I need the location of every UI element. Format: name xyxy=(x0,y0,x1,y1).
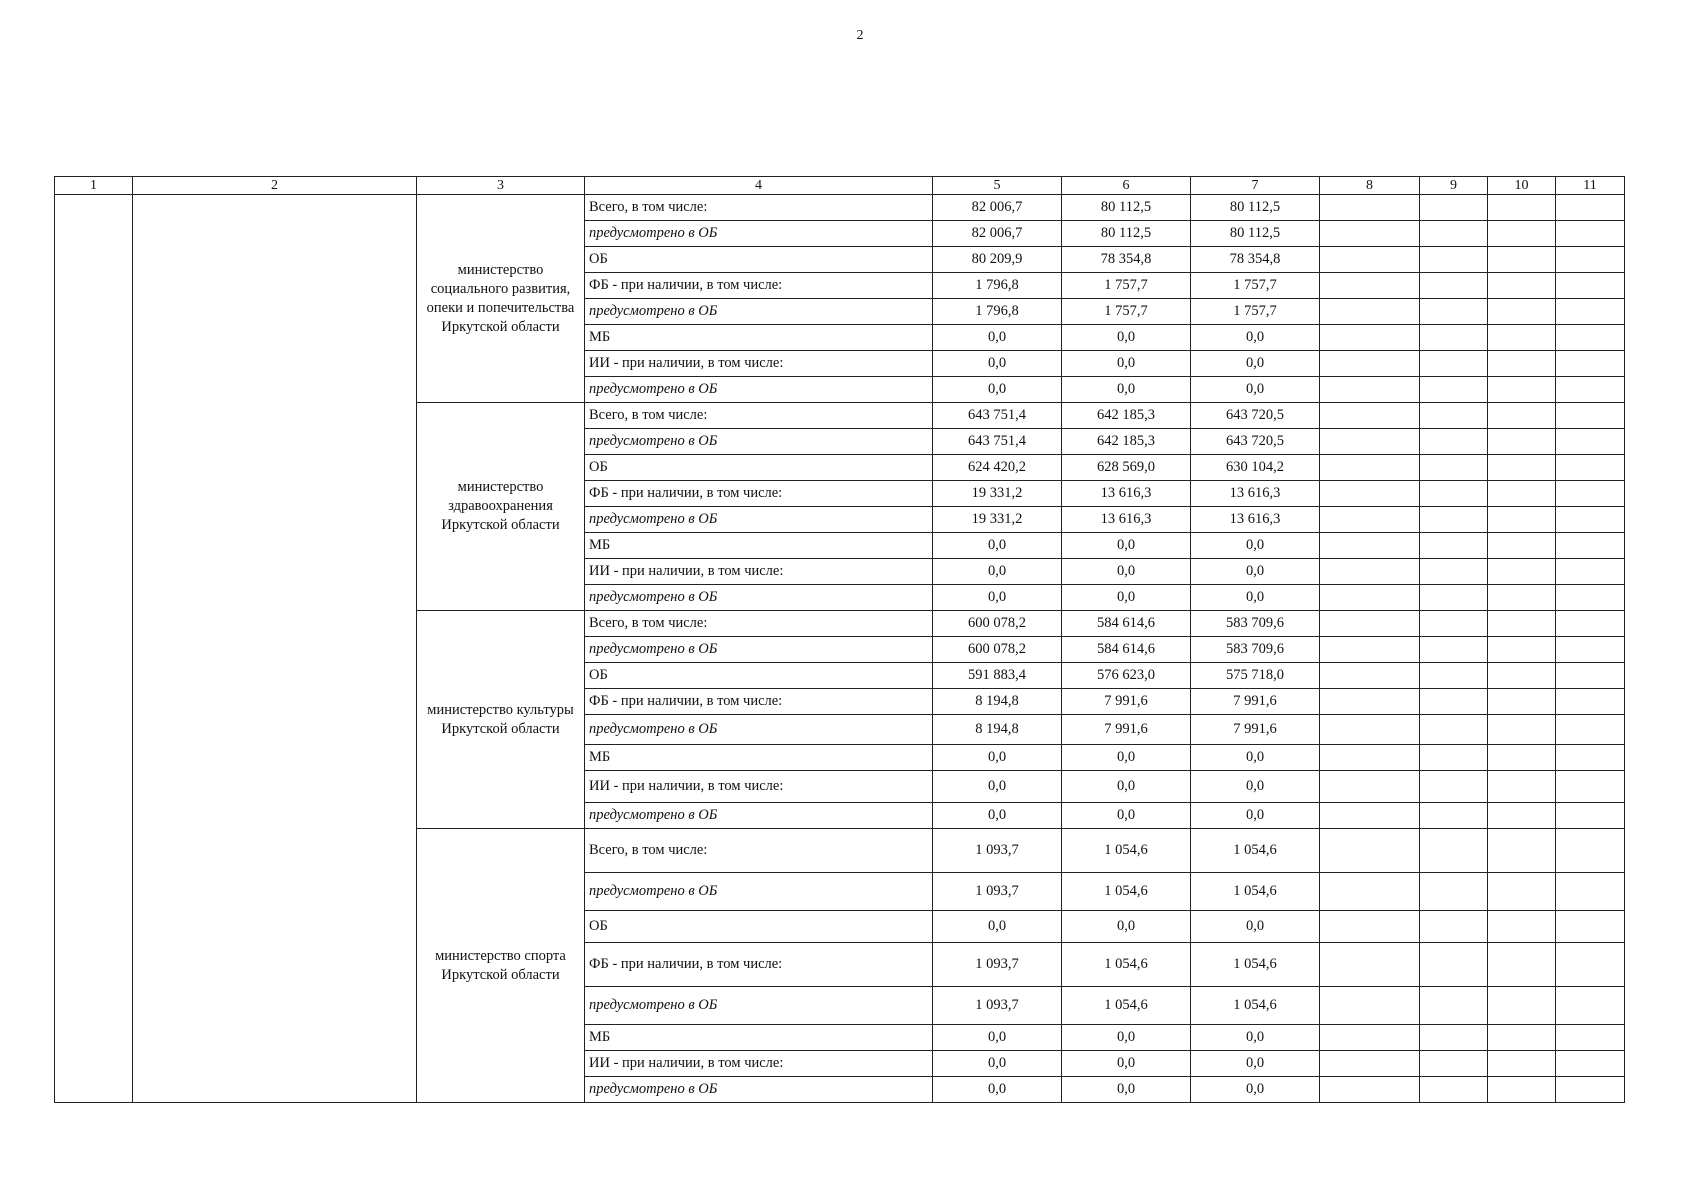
empty-cell-col-9 xyxy=(1420,351,1488,377)
empty-cell-col-11 xyxy=(1556,715,1625,745)
empty-cell-col-11 xyxy=(1556,351,1625,377)
funding-source-label: ФБ - при наличии, в том числе: xyxy=(585,273,933,299)
empty-cell-col-8 xyxy=(1320,507,1420,533)
funding-source-label: предусмотрено в ОБ xyxy=(585,803,933,829)
value-col-7: 0,0 xyxy=(1191,771,1320,803)
empty-cell-col-10 xyxy=(1488,873,1556,911)
col-header-4: 4 xyxy=(585,177,933,195)
funding-source-label: предусмотрено в ОБ xyxy=(585,507,933,533)
empty-cell-col-10 xyxy=(1488,429,1556,455)
empty-cell-col-9 xyxy=(1420,715,1488,745)
funding-source-label: МБ xyxy=(585,1025,933,1051)
empty-cell-col-8 xyxy=(1320,377,1420,403)
value-col-6: 13 616,3 xyxy=(1062,481,1191,507)
empty-cell-col-11 xyxy=(1556,745,1625,771)
empty-cell-col-10 xyxy=(1488,987,1556,1025)
empty-cell-col-8 xyxy=(1320,533,1420,559)
funding-source-label: предусмотрено в ОБ xyxy=(585,873,933,911)
value-col-6: 0,0 xyxy=(1062,1025,1191,1051)
organization-name: министерство культуры Иркутской области xyxy=(417,611,585,829)
empty-cell-col-11 xyxy=(1556,429,1625,455)
value-col-6: 0,0 xyxy=(1062,1051,1191,1077)
empty-cell-col-11 xyxy=(1556,481,1625,507)
funding-source-label: Всего, в том числе: xyxy=(585,403,933,429)
empty-cell-col-11 xyxy=(1556,585,1625,611)
empty-cell-col-11 xyxy=(1556,911,1625,943)
empty-cell-col-10 xyxy=(1488,559,1556,585)
empty-cell-col-10 xyxy=(1488,637,1556,663)
value-col-6: 0,0 xyxy=(1062,803,1191,829)
value-col-5: 0,0 xyxy=(933,533,1062,559)
value-col-6: 0,0 xyxy=(1062,325,1191,351)
value-col-5: 600 078,2 xyxy=(933,637,1062,663)
funding-source-label: предусмотрено в ОБ xyxy=(585,585,933,611)
empty-cell-col-8 xyxy=(1320,1025,1420,1051)
value-col-6: 1 054,6 xyxy=(1062,829,1191,873)
value-col-7: 0,0 xyxy=(1191,351,1320,377)
value-col-5: 0,0 xyxy=(933,377,1062,403)
funding-source-label: предусмотрено в ОБ xyxy=(585,715,933,745)
empty-cell-col-8 xyxy=(1320,829,1420,873)
empty-cell-col-9 xyxy=(1420,873,1488,911)
value-col-7: 0,0 xyxy=(1191,745,1320,771)
empty-cell-col-11 xyxy=(1556,377,1625,403)
value-col-5: 1 093,7 xyxy=(933,943,1062,987)
empty-cell-col-8 xyxy=(1320,745,1420,771)
value-col-5: 80 209,9 xyxy=(933,247,1062,273)
value-col-5: 624 420,2 xyxy=(933,455,1062,481)
value-col-7: 1 757,7 xyxy=(1191,273,1320,299)
empty-cell-col-8 xyxy=(1320,429,1420,455)
value-col-6: 0,0 xyxy=(1062,911,1191,943)
empty-cell-col-9 xyxy=(1420,585,1488,611)
empty-cell-col-11 xyxy=(1556,1025,1625,1051)
value-col-5: 1 093,7 xyxy=(933,873,1062,911)
empty-cell-col-9 xyxy=(1420,829,1488,873)
empty-cell-col-9 xyxy=(1420,559,1488,585)
value-col-7: 78 354,8 xyxy=(1191,247,1320,273)
empty-cell-col-11 xyxy=(1556,403,1625,429)
value-col-5: 0,0 xyxy=(933,771,1062,803)
empty-cell-col-11 xyxy=(1556,943,1625,987)
value-col-6: 628 569,0 xyxy=(1062,455,1191,481)
empty-cell-col-8 xyxy=(1320,221,1420,247)
empty-cell-col-8 xyxy=(1320,911,1420,943)
empty-cell-col-11 xyxy=(1556,533,1625,559)
empty-cell-col-10 xyxy=(1488,221,1556,247)
funding-source-label: ФБ - при наличии, в том числе: xyxy=(585,689,933,715)
value-col-5: 1 796,8 xyxy=(933,273,1062,299)
value-col-7: 0,0 xyxy=(1191,803,1320,829)
column-header-row xyxy=(55,177,1625,195)
empty-cell-col-10 xyxy=(1488,745,1556,771)
value-col-7: 643 720,5 xyxy=(1191,403,1320,429)
col-header-8: 8 xyxy=(1320,177,1420,195)
empty-cell-col-10 xyxy=(1488,663,1556,689)
table-body xyxy=(55,195,1625,1103)
empty-cell-col-10 xyxy=(1488,1051,1556,1077)
value-col-6: 13 616,3 xyxy=(1062,507,1191,533)
empty-cell-col-9 xyxy=(1420,745,1488,771)
value-col-5: 591 883,4 xyxy=(933,663,1062,689)
empty-cell-col-8 xyxy=(1320,585,1420,611)
empty-cell-col-10 xyxy=(1488,481,1556,507)
value-col-5: 0,0 xyxy=(933,1025,1062,1051)
value-col-7: 1 757,7 xyxy=(1191,299,1320,325)
value-col-7: 575 718,0 xyxy=(1191,663,1320,689)
col-header-2: 2 xyxy=(133,177,417,195)
col-header-1: 1 xyxy=(55,177,133,195)
empty-cell-col-8 xyxy=(1320,663,1420,689)
funding-source-label: предусмотрено в ОБ xyxy=(585,987,933,1025)
value-col-7: 0,0 xyxy=(1191,559,1320,585)
empty-cell-col-8 xyxy=(1320,715,1420,745)
value-col-7: 0,0 xyxy=(1191,533,1320,559)
budget-table xyxy=(54,176,1625,1103)
empty-cell-col-11 xyxy=(1556,637,1625,663)
empty-cell-col-11 xyxy=(1556,873,1625,911)
empty-cell-col-11 xyxy=(1556,221,1625,247)
value-col-7: 80 112,5 xyxy=(1191,221,1320,247)
funding-source-label: ОБ xyxy=(585,247,933,273)
value-col-5: 82 006,7 xyxy=(933,221,1062,247)
value-col-7: 643 720,5 xyxy=(1191,429,1320,455)
value-col-7: 80 112,5 xyxy=(1191,195,1320,221)
value-col-5: 0,0 xyxy=(933,559,1062,585)
empty-cell-col-9 xyxy=(1420,533,1488,559)
empty-cell-col-9 xyxy=(1420,611,1488,637)
empty-cell-col-10 xyxy=(1488,715,1556,745)
funding-source-label: предусмотрено в ОБ xyxy=(585,221,933,247)
empty-cell-col-10 xyxy=(1488,507,1556,533)
empty-cell-col-8 xyxy=(1320,403,1420,429)
value-col-5: 0,0 xyxy=(933,745,1062,771)
empty-cell-col-9 xyxy=(1420,1077,1488,1103)
value-col-6: 1 054,6 xyxy=(1062,987,1191,1025)
value-col-6: 0,0 xyxy=(1062,771,1191,803)
empty-cell-col-11 xyxy=(1556,829,1625,873)
col-header-5: 5 xyxy=(933,177,1062,195)
empty-cell-col-11 xyxy=(1556,771,1625,803)
value-col-7: 7 991,6 xyxy=(1191,715,1320,745)
value-col-5: 0,0 xyxy=(933,911,1062,943)
value-col-6: 642 185,3 xyxy=(1062,429,1191,455)
empty-cell-col-10 xyxy=(1488,455,1556,481)
empty-cell-col-9 xyxy=(1420,1025,1488,1051)
value-col-5: 600 078,2 xyxy=(933,611,1062,637)
empty-cell-col-10 xyxy=(1488,533,1556,559)
empty-cell-col-8 xyxy=(1320,1051,1420,1077)
empty-cell-col-8 xyxy=(1320,299,1420,325)
funding-source-label: Всего, в том числе: xyxy=(585,611,933,637)
empty-cell-col-10 xyxy=(1488,771,1556,803)
funding-source-label: предусмотрено в ОБ xyxy=(585,377,933,403)
value-col-7: 583 709,6 xyxy=(1191,637,1320,663)
value-col-6: 7 991,6 xyxy=(1062,689,1191,715)
value-col-5: 0,0 xyxy=(933,585,1062,611)
funding-source-label: ИИ - при наличии, в том числе: xyxy=(585,771,933,803)
value-col-5: 1 796,8 xyxy=(933,299,1062,325)
value-col-6: 0,0 xyxy=(1062,559,1191,585)
empty-cell-col-10 xyxy=(1488,1077,1556,1103)
value-col-5: 19 331,2 xyxy=(933,507,1062,533)
empty-cell-col-10 xyxy=(1488,585,1556,611)
empty-cell-col-9 xyxy=(1420,481,1488,507)
value-col-7: 1 054,6 xyxy=(1191,987,1320,1025)
value-col-6: 78 354,8 xyxy=(1062,247,1191,273)
value-col-5: 0,0 xyxy=(933,1077,1062,1103)
organization-name: министерство спорта Иркутской области xyxy=(417,829,585,1103)
value-col-7: 13 616,3 xyxy=(1191,507,1320,533)
funding-source-label: ФБ - при наличии, в том числе: xyxy=(585,481,933,507)
empty-cell-col-11 xyxy=(1556,247,1625,273)
value-col-5: 0,0 xyxy=(933,351,1062,377)
empty-cell-col-10 xyxy=(1488,689,1556,715)
empty-cell-col-10 xyxy=(1488,195,1556,221)
value-col-5: 1 093,7 xyxy=(933,829,1062,873)
empty-cell-col-11 xyxy=(1556,299,1625,325)
value-col-5: 0,0 xyxy=(933,803,1062,829)
empty-cell-col-9 xyxy=(1420,455,1488,481)
value-col-6: 0,0 xyxy=(1062,351,1191,377)
empty-cell-col-9 xyxy=(1420,987,1488,1025)
value-col-6: 0,0 xyxy=(1062,1077,1191,1103)
empty-cell-col-10 xyxy=(1488,351,1556,377)
empty-cell-col-11 xyxy=(1556,325,1625,351)
empty-cell-col-9 xyxy=(1420,637,1488,663)
empty-cell-col-9 xyxy=(1420,377,1488,403)
value-col-6: 7 991,6 xyxy=(1062,715,1191,745)
empty-cell-col-9 xyxy=(1420,771,1488,803)
empty-cell-col-9 xyxy=(1420,1051,1488,1077)
empty-cell-col-10 xyxy=(1488,803,1556,829)
empty-cell-col-11 xyxy=(1556,507,1625,533)
col-header-10: 10 xyxy=(1488,177,1556,195)
funding-source-label: МБ xyxy=(585,745,933,771)
empty-cell-col-9 xyxy=(1420,325,1488,351)
empty-cell-col-10 xyxy=(1488,273,1556,299)
funding-source-label: ОБ xyxy=(585,455,933,481)
col-header-3: 3 xyxy=(417,177,585,195)
empty-cell-col-9 xyxy=(1420,195,1488,221)
empty-cell-col-10 xyxy=(1488,611,1556,637)
empty-cell-col-11 xyxy=(1556,611,1625,637)
value-col-6: 0,0 xyxy=(1062,745,1191,771)
value-col-5: 82 006,7 xyxy=(933,195,1062,221)
value-col-6: 576 623,0 xyxy=(1062,663,1191,689)
value-col-5: 0,0 xyxy=(933,325,1062,351)
empty-cell-col-10 xyxy=(1488,247,1556,273)
empty-cell-col-8 xyxy=(1320,689,1420,715)
value-col-6: 1 757,7 xyxy=(1062,299,1191,325)
empty-cell-col-9 xyxy=(1420,803,1488,829)
empty-cell-col-9 xyxy=(1420,247,1488,273)
value-col-6: 0,0 xyxy=(1062,377,1191,403)
funding-source-label: МБ xyxy=(585,325,933,351)
empty-cell-col-11 xyxy=(1556,1051,1625,1077)
funding-source-label: МБ xyxy=(585,533,933,559)
empty-cell-col-11 xyxy=(1556,663,1625,689)
empty-cell-col-11 xyxy=(1556,987,1625,1025)
funding-source-label: ИИ - при наличии, в том числе: xyxy=(585,351,933,377)
value-col-6: 642 185,3 xyxy=(1062,403,1191,429)
value-col-6: 0,0 xyxy=(1062,585,1191,611)
value-col-6: 0,0 xyxy=(1062,533,1191,559)
value-col-7: 1 054,6 xyxy=(1191,829,1320,873)
organization-name: министерство здравоохранения Иркутской области xyxy=(417,403,585,611)
empty-cell-col-10 xyxy=(1488,911,1556,943)
empty-cell-col-11 xyxy=(1556,195,1625,221)
value-col-6: 1 054,6 xyxy=(1062,873,1191,911)
empty-cell-col-11 xyxy=(1556,803,1625,829)
col-header-7: 7 xyxy=(1191,177,1320,195)
value-col-7: 13 616,3 xyxy=(1191,481,1320,507)
value-col-7: 583 709,6 xyxy=(1191,611,1320,637)
funding-source-label: предусмотрено в ОБ xyxy=(585,429,933,455)
empty-cell-col-8 xyxy=(1320,559,1420,585)
empty-cell-col-8 xyxy=(1320,455,1420,481)
funding-source-label: ОБ xyxy=(585,911,933,943)
value-col-7: 1 054,6 xyxy=(1191,943,1320,987)
page-number: 2 xyxy=(856,28,864,43)
empty-cell-col-8 xyxy=(1320,325,1420,351)
funding-source-label: Всего, в том числе: xyxy=(585,829,933,873)
empty-cell-col-8 xyxy=(1320,873,1420,911)
empty-cell-col-8 xyxy=(1320,803,1420,829)
funding-source-label: предусмотрено в ОБ xyxy=(585,299,933,325)
empty-cell-col-9 xyxy=(1420,911,1488,943)
value-col-7: 0,0 xyxy=(1191,1025,1320,1051)
empty-cell-col-10 xyxy=(1488,325,1556,351)
empty-cell-col-10 xyxy=(1488,377,1556,403)
empty-cell-col-9 xyxy=(1420,689,1488,715)
empty-cell-col-9 xyxy=(1420,507,1488,533)
cell-col1-empty xyxy=(55,195,133,1103)
empty-cell-col-10 xyxy=(1488,403,1556,429)
empty-cell-col-8 xyxy=(1320,987,1420,1025)
empty-cell-col-11 xyxy=(1556,273,1625,299)
funding-source-label: ОБ xyxy=(585,663,933,689)
empty-cell-col-8 xyxy=(1320,637,1420,663)
value-col-5: 643 751,4 xyxy=(933,403,1062,429)
value-col-5: 8 194,8 xyxy=(933,715,1062,745)
empty-cell-col-8 xyxy=(1320,351,1420,377)
funding-source-label: ИИ - при наличии, в том числе: xyxy=(585,559,933,585)
value-col-5: 19 331,2 xyxy=(933,481,1062,507)
value-col-7: 0,0 xyxy=(1191,377,1320,403)
funding-source-label: предусмотрено в ОБ xyxy=(585,637,933,663)
empty-cell-col-10 xyxy=(1488,299,1556,325)
empty-cell-col-11 xyxy=(1556,1077,1625,1103)
value-col-5: 8 194,8 xyxy=(933,689,1062,715)
col-header-6: 6 xyxy=(1062,177,1191,195)
value-col-7: 7 991,6 xyxy=(1191,689,1320,715)
empty-cell-col-8 xyxy=(1320,611,1420,637)
value-col-7: 0,0 xyxy=(1191,325,1320,351)
value-col-6: 584 614,6 xyxy=(1062,637,1191,663)
funding-source-label: Всего, в том числе: xyxy=(585,195,933,221)
funding-source-label: ИИ - при наличии, в том числе: xyxy=(585,1051,933,1077)
empty-cell-col-11 xyxy=(1556,455,1625,481)
value-col-6: 1 054,6 xyxy=(1062,943,1191,987)
table-row xyxy=(55,195,1625,221)
empty-cell-col-8 xyxy=(1320,273,1420,299)
cell-col2-empty xyxy=(133,195,417,1103)
empty-cell-col-10 xyxy=(1488,943,1556,987)
empty-cell-col-8 xyxy=(1320,771,1420,803)
empty-cell-col-9 xyxy=(1420,429,1488,455)
value-col-7: 630 104,2 xyxy=(1191,455,1320,481)
value-col-7: 1 054,6 xyxy=(1191,873,1320,911)
empty-cell-col-9 xyxy=(1420,663,1488,689)
value-col-5: 643 751,4 xyxy=(933,429,1062,455)
organization-name: министерство социального развития, опеки и попечительства Иркутской области xyxy=(417,195,585,403)
empty-cell-col-9 xyxy=(1420,403,1488,429)
empty-cell-col-9 xyxy=(1420,943,1488,987)
value-col-6: 584 614,6 xyxy=(1062,611,1191,637)
col-header-11: 11 xyxy=(1556,177,1625,195)
empty-cell-col-8 xyxy=(1320,1077,1420,1103)
empty-cell-col-8 xyxy=(1320,195,1420,221)
value-col-7: 0,0 xyxy=(1191,585,1320,611)
empty-cell-col-8 xyxy=(1320,481,1420,507)
value-col-5: 0,0 xyxy=(933,1051,1062,1077)
value-col-7: 0,0 xyxy=(1191,1077,1320,1103)
empty-cell-col-9 xyxy=(1420,299,1488,325)
col-header-9: 9 xyxy=(1420,177,1488,195)
empty-cell-col-11 xyxy=(1556,559,1625,585)
value-col-6: 1 757,7 xyxy=(1062,273,1191,299)
value-col-6: 80 112,5 xyxy=(1062,195,1191,221)
empty-cell-col-10 xyxy=(1488,829,1556,873)
empty-cell-col-8 xyxy=(1320,247,1420,273)
value-col-7: 0,0 xyxy=(1191,1051,1320,1077)
empty-cell-col-8 xyxy=(1320,943,1420,987)
value-col-7: 0,0 xyxy=(1191,911,1320,943)
funding-source-label: предусмотрено в ОБ xyxy=(585,1077,933,1103)
value-col-6: 80 112,5 xyxy=(1062,221,1191,247)
funding-source-label: ФБ - при наличии, в том числе: xyxy=(585,943,933,987)
value-col-5: 1 093,7 xyxy=(933,987,1062,1025)
empty-cell-col-11 xyxy=(1556,689,1625,715)
empty-cell-col-9 xyxy=(1420,273,1488,299)
empty-cell-col-10 xyxy=(1488,1025,1556,1051)
empty-cell-col-9 xyxy=(1420,221,1488,247)
